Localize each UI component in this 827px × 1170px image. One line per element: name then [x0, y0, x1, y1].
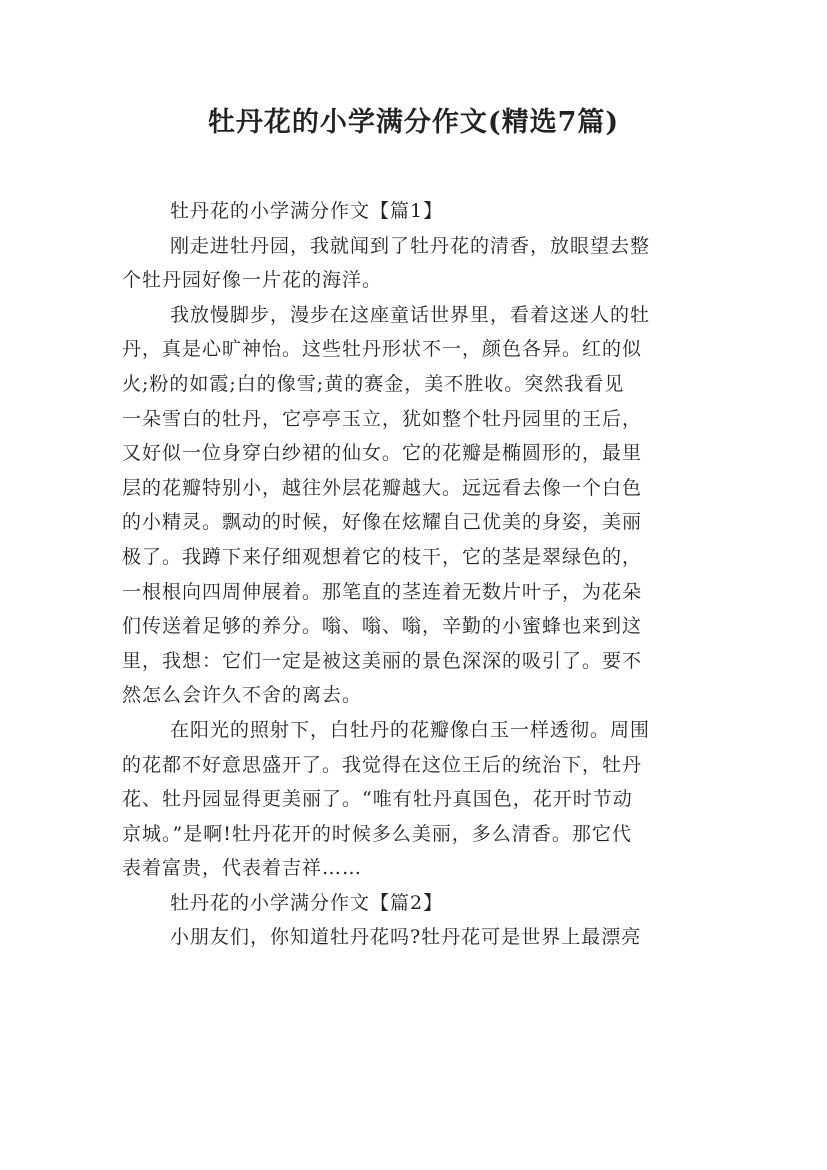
paragraph-line: 花、牡丹园显得更美丽了。“唯有牡丹真国色，花开时节动: [122, 788, 633, 811]
paragraph-line: 个牡丹园好像一片花的海洋。: [122, 269, 383, 292]
paragraph-line: 然怎么会许久不舍的离去。: [122, 684, 363, 707]
paragraph-line: 表着富贵，代表着吉祥……: [122, 857, 363, 880]
paragraph-line: 丹，真是心旷神怡。这些牡丹形状不一，颜色各异。红的似: [122, 338, 643, 361]
paragraph-line: 小朋友们，你知道牡丹花吗?牡丹花可是世界上最漂亮: [170, 926, 642, 949]
paragraph-line: 们传送着足够的养分。嗡、嗡、嗡，辛勤的小蜜蜂也来到这: [122, 615, 643, 638]
section-heading: 牡丹花的小学满分作文【篇2】: [170, 891, 444, 914]
paragraph-line: 一朵雪白的牡丹，它亭亭玉立，犹如整个牡丹园里的王后，: [122, 407, 643, 430]
document-title: 牡丹花的小学满分作文(精选7篇): [207, 107, 620, 138]
paragraph-line: 我放慢脚步，漫步在这座童话世界里，看着这迷人的牡: [170, 303, 651, 326]
paragraph-line: 火;粉的如霞;白的像雪;黄的赛金，美不胜收。突然我看见: [122, 372, 625, 395]
paragraph-line: 又好似一位身穿白纱裙的仙女。它的花瓣是椭圆形的，最里: [122, 442, 643, 465]
paragraph-line: 极了。我蹲下来仔细观想着它的枝干，它的茎是翠绿色的，: [122, 545, 643, 568]
paragraph-line: 的花都不好意思盛开了。我觉得在这位王后的统治下，牡丹: [122, 753, 643, 776]
paragraph-line: 的小精灵。飘动的时候，好像在炫耀自己优美的身姿，美丽: [122, 511, 643, 534]
paragraph-line: 京城。”是啊!牡丹花开的时候多么美丽，多么清香。那它代: [122, 822, 632, 845]
section-heading: 牡丹花的小学满分作文【篇1】: [170, 200, 444, 222]
document-body: [122, 194, 712, 955]
paragraph-line: 层的花瓣特别小，越往外层花瓣越大。远远看去像一个白色: [122, 476, 643, 499]
paragraph-line: 在阳光的照射下，白牡丹的花瓣像白玉一样透彻。周围: [170, 718, 651, 741]
paragraph-line: 一根根向四周伸展着。那笔直的茎连着无数片叶子，为花朵: [122, 580, 643, 603]
paragraph-line: 刚走进牡丹园，我就闻到了牡丹花的清香，放眼望去整: [170, 234, 651, 257]
paragraph-line: 里，我想：它们一定是被这美丽的景色深深的吸引了。要不: [122, 649, 643, 672]
